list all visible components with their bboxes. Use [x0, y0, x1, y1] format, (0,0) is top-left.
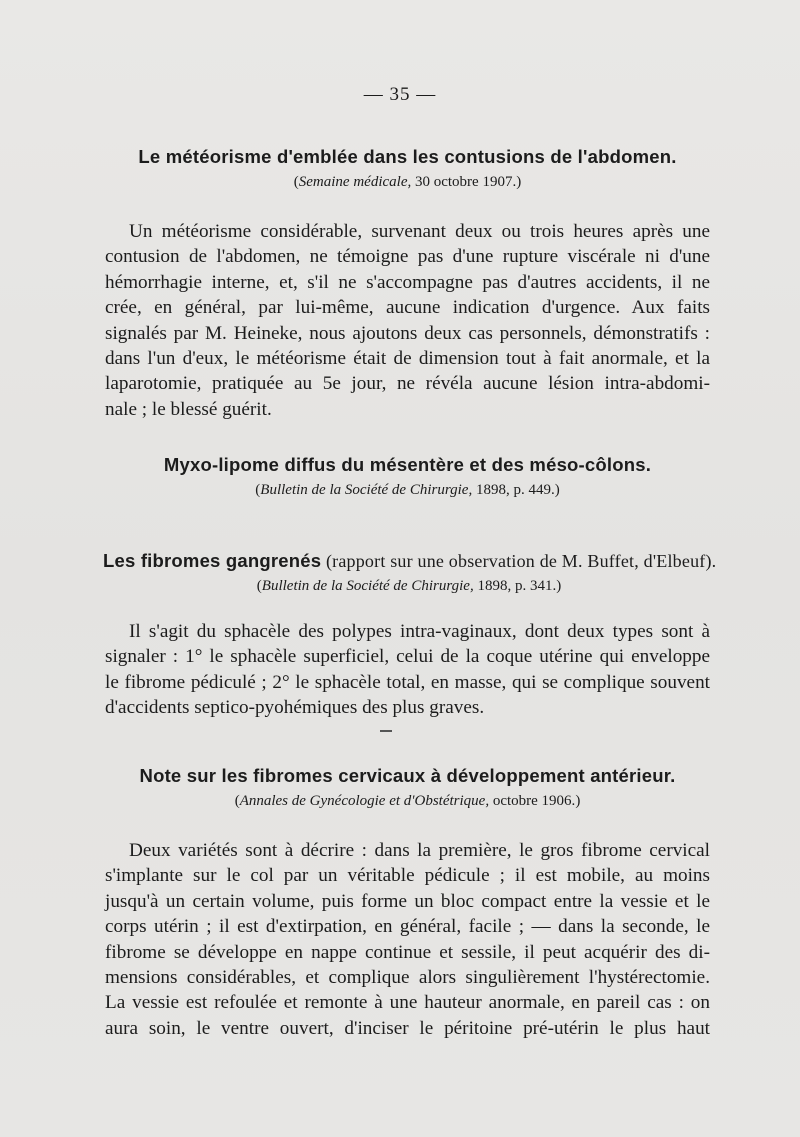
- text-line: Un météorisme considérable, survenant deux ou trois heures après une: [129, 221, 710, 242]
- text-line: fibrome se développe en nappe continue et sessile, il peut acquérir des di-: [105, 941, 710, 963]
- text-line: le fibrome pédiculé ; 2° le sphacèle total, en masse, qui se complique souvent: [105, 671, 710, 693]
- text-line: dans l'un d'eux, le météorisme était de dimension tout à fait anormale, et la: [105, 348, 710, 370]
- text-line: jusqu'à un certain volume, puis forme un bloc compact entre la vessie et le: [105, 890, 710, 912]
- section-source: (Bulletin de la Société de Chirurgie, 1898, p. 341.): [256, 578, 562, 594]
- text-line: signalés par M. Heineke, nous ajoutons deux cas personnels, démonstratifs :: [105, 322, 710, 344]
- text-line: nale ; le blessé guérit.: [105, 398, 272, 420]
- text-line: contusion de l'abdomen, ne témoigne pas d'une rupture viscérale ni d'une: [105, 246, 710, 268]
- section-fibromes-gangrenes: [103, 550, 715, 595]
- page-number: — 35 —: [363, 84, 437, 105]
- section-title: Myxo-lipome diffus du mésentère et des méso-côlons.: [163, 454, 652, 475]
- section-fibromes-cervicaux: [105, 765, 710, 810]
- text-line: Il s'agit du sphacèle des polypes intra-vaginaux, dont deux types sont à: [129, 621, 710, 642]
- section-title: Le météorisme d'emblée dans les contusions de l'abdomen.: [138, 146, 677, 167]
- source-journal: Bulletin de la Société de Chirurgie,: [261, 578, 474, 594]
- text-line: hémorrhagie interne, et, s'il ne s'accompagne pas d'autres accidents, il ne: [105, 271, 710, 293]
- text-line: signaler : 1° le sphacèle superficiel, celui de la coque utérine qui enveloppe: [105, 646, 710, 668]
- section-meteorisme-body: [105, 219, 710, 422]
- source-details: 1898, p. 341.: [473, 578, 557, 594]
- section-meteorisme: [105, 146, 710, 191]
- source-details: 30 octobre 1907.: [411, 174, 517, 190]
- text-line: mensions considérables, et complique alors singulièrement l'hystérectomie.: [105, 967, 710, 989]
- source-details: octobre 1906.: [489, 793, 576, 809]
- section-source: (Bulletin de la Société de Chirurgie, 1898, p. 449.): [255, 482, 560, 498]
- section-myxo-lipome: [105, 454, 710, 499]
- text-line: d'accidents septico-pyohémiques des plus graves.: [105, 697, 485, 719]
- title-main: Les fibromes gangrenés: [103, 550, 322, 571]
- paragraph: [105, 838, 710, 1041]
- section-source: (Annales de Gynécologie et d'Obstétrique, octobre 1906.): [234, 793, 581, 809]
- section-fibromes-cervicaux-body: [105, 838, 710, 1041]
- source-journal: Bulletin de la Société de Chirurgie,: [260, 482, 473, 498]
- paragraph: [105, 619, 710, 721]
- paragraph: [105, 219, 710, 422]
- text-line: Deux variétés sont à décrire : dans la première, le gros fibrome cervical: [129, 840, 710, 861]
- printer-mark: [380, 730, 392, 732]
- source-details: 1898, p. 449.: [472, 482, 555, 498]
- source-journal: Annales de Gynécologie et d'Obstétrique,: [239, 793, 490, 809]
- title-subtitle: (rapport sur une observation de M. Buffet, d'Elbeuf).: [321, 551, 717, 571]
- source-journal: Semaine médicale,: [298, 174, 412, 190]
- section-fibromes-gangrenes-body: [105, 619, 710, 721]
- text-line: La vessie est refoulée et remonte à une hauteur anormale, en pareil cas : on: [105, 992, 710, 1014]
- text-line: crée, en général, par lui-même, aucune indication d'urgence. Aux faits: [105, 297, 710, 319]
- text-line: corps utérin ; il est d'extirpation, en général, facile ; — dans la seconde, le: [105, 916, 710, 938]
- text-line: s'implante sur le col par un véritable pédicule ; il est mobile, au moins: [105, 865, 710, 887]
- section-title: Note sur les fibromes cervicaux à développement antérieur.: [139, 765, 676, 786]
- section-source: (Semaine médicale, 30 octobre 1907.): [293, 174, 522, 190]
- text-line: laparotomie, pratiquée au 5e jour, ne révéla aucune lésion intra-abdomi-: [105, 373, 710, 395]
- text-line: aura soin, le ventre ouvert, d'inciser le péritoine pré-utérin le plus haut: [105, 1017, 710, 1039]
- section-title: [103, 550, 715, 572]
